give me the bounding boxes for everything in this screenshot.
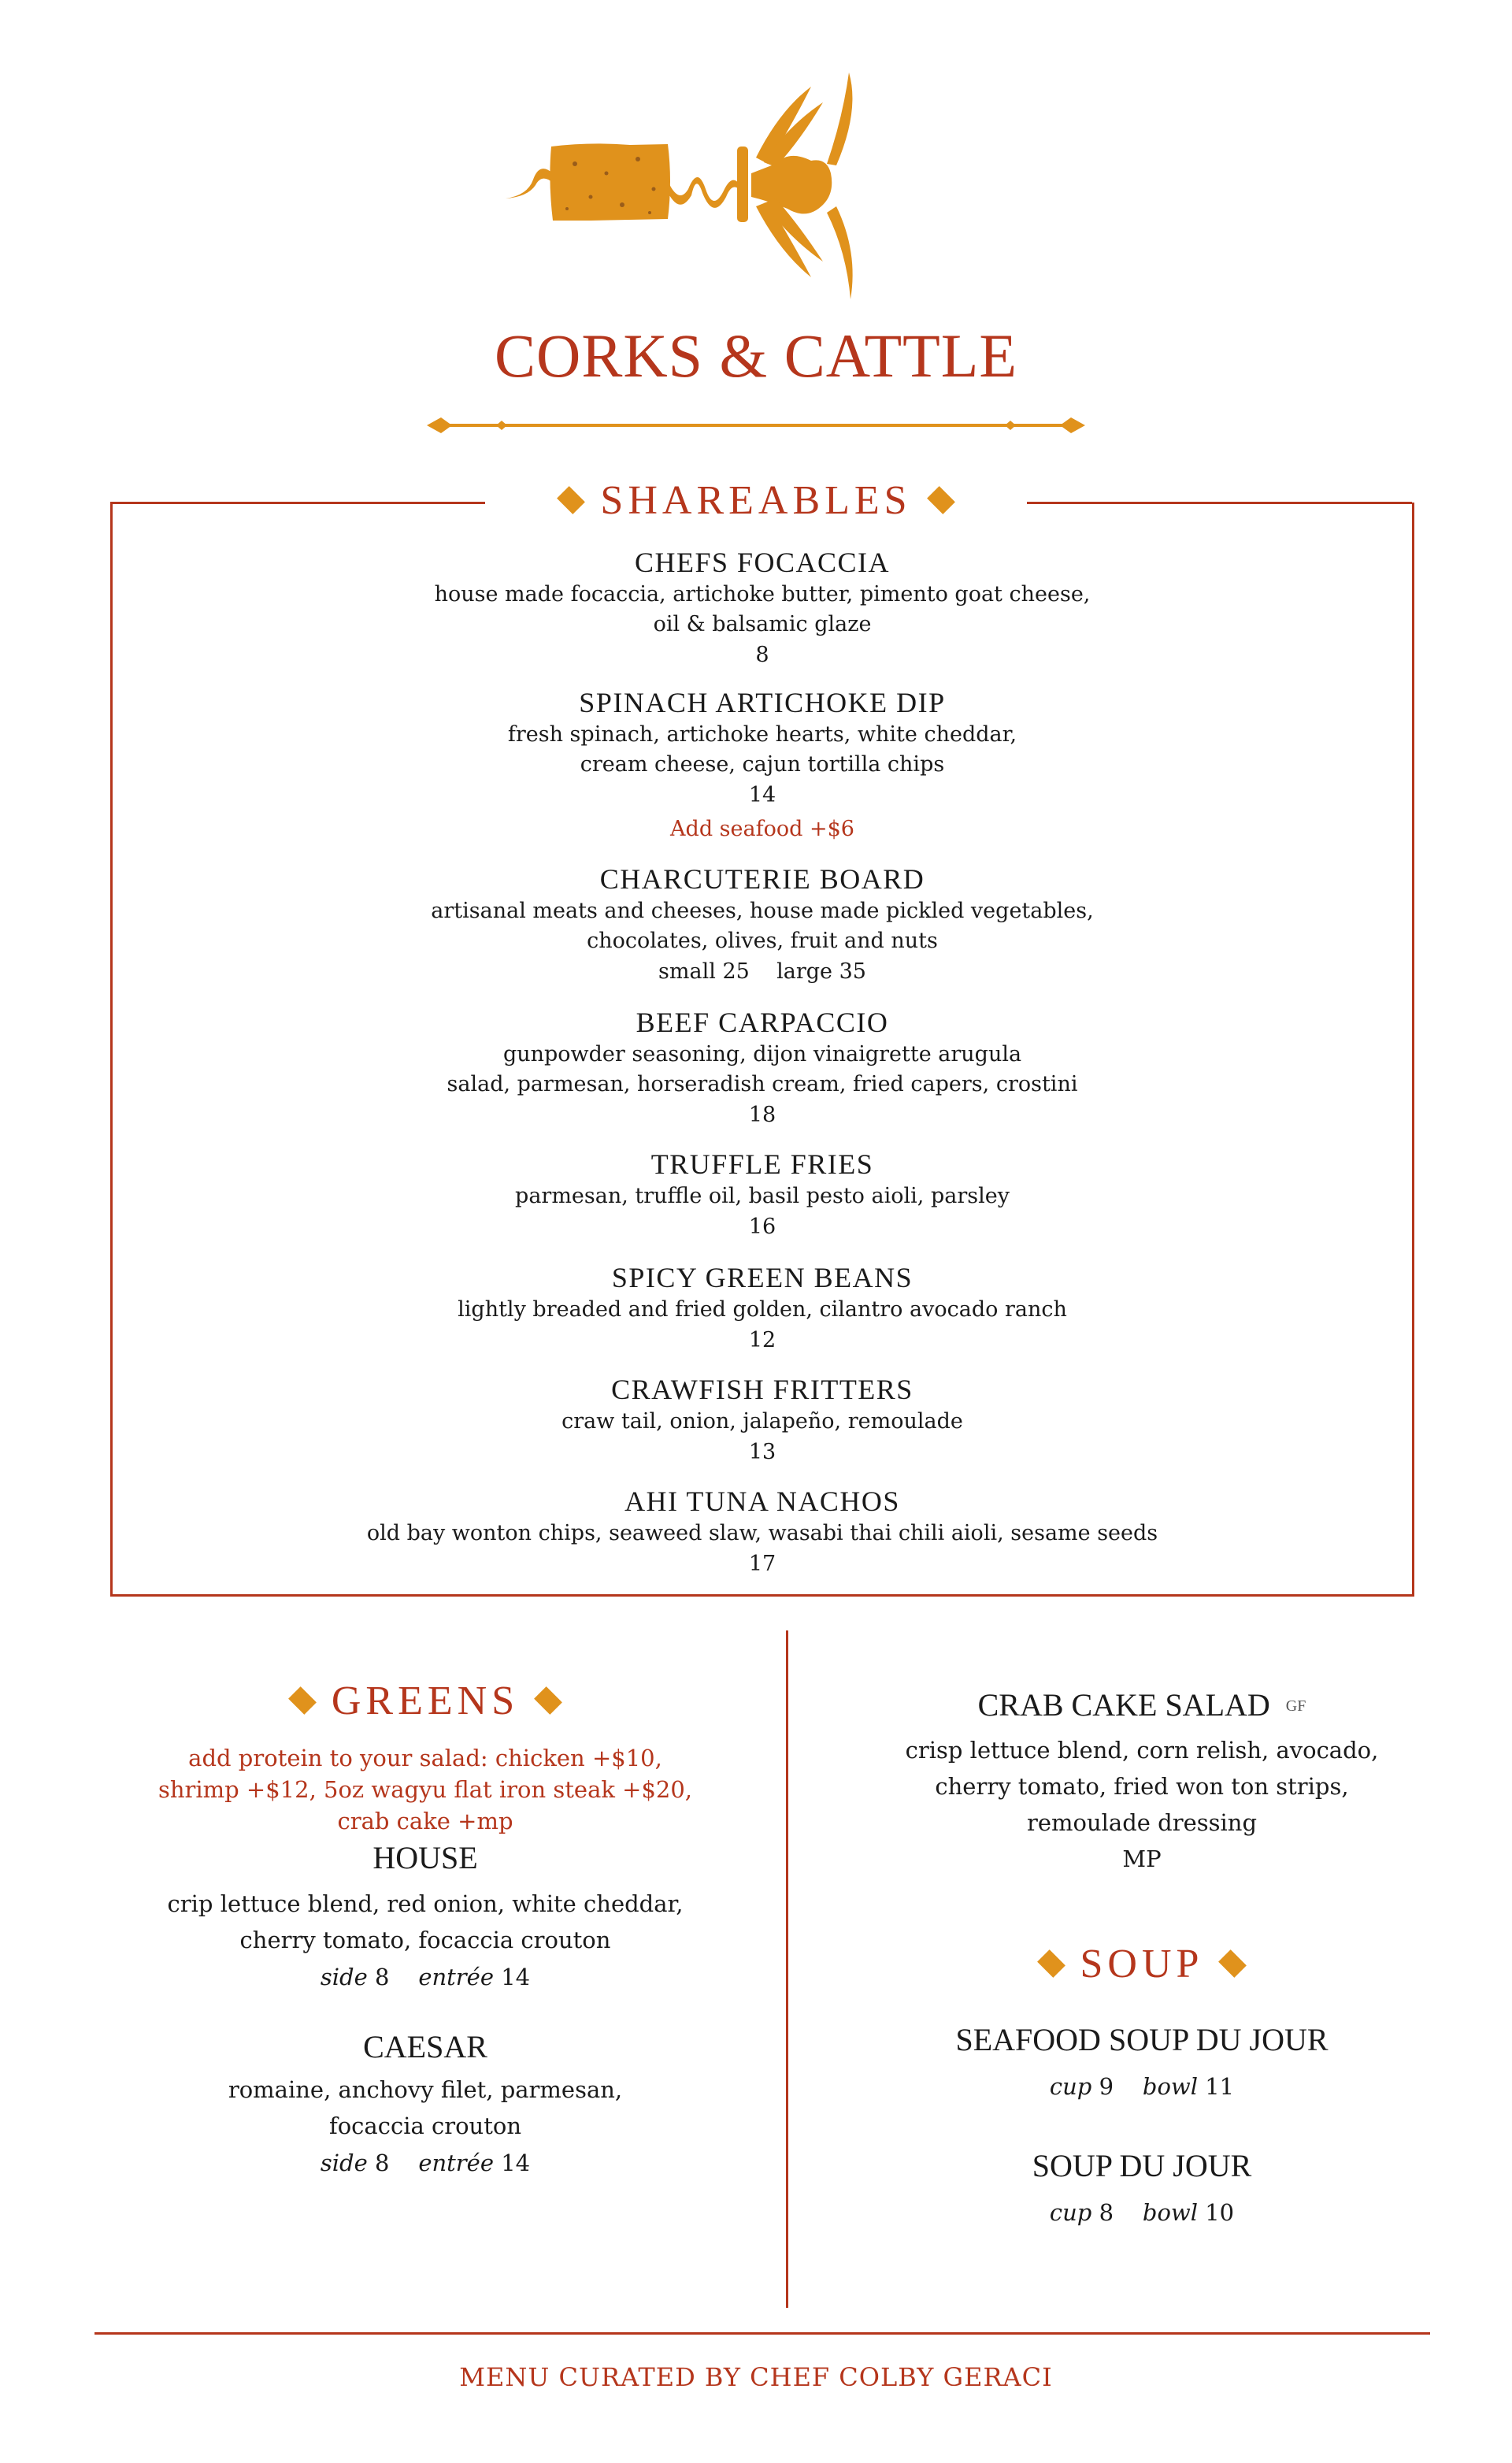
item-title: CRAB CAKE SALAD: [977, 1687, 1270, 1723]
item-desc: crisp lettuce blend, corn relish, avocado,: [905, 1737, 1379, 1764]
item-price: 16: [748, 1215, 776, 1239]
section-title: SOUP: [1080, 1942, 1204, 1986]
item-desc: romaine, anchovy filet, parmesan,: [228, 2076, 623, 2103]
item-name: SEAFOOD SOUP DU JOUR: [955, 2022, 1329, 2057]
item-desc: lightly breaded and fried golden, cilantro avocado ranch: [458, 1297, 1067, 1322]
item-desc: cherry tomato, focaccia crouton: [239, 1927, 611, 1953]
menu-item: [110, 685, 1414, 848]
price-label: entrée: [418, 1964, 494, 1990]
diamond-icon: [534, 1686, 562, 1715]
item-desc: remoulade dressing: [1026, 1809, 1258, 1836]
menu-item: [110, 545, 1414, 671]
item-desc: parmesan, truffle oil, basil pesto aioli, parsley: [515, 1184, 1010, 1208]
item-name: SOUP DU JOUR: [1032, 2148, 1252, 2183]
item-name: SPICY GREEN BEANS: [611, 1262, 914, 1293]
item-name: [788, 1686, 1496, 1726]
menu-item: [110, 1005, 1414, 1131]
right-column: [788, 1686, 1496, 1877]
item-desc: cherry tomato, fried won ton strips,: [935, 1773, 1349, 1800]
price-value: 14: [501, 1964, 531, 1990]
item-name: HOUSE: [372, 1840, 478, 1875]
greens-left-column: [71, 1742, 780, 2182]
price-value: 14: [501, 2150, 531, 2176]
footer-rule: [94, 2332, 1430, 2335]
ornamental-divider: [425, 414, 1087, 436]
price-label: cup: [1049, 2199, 1092, 2226]
item-price: small 25 large 35: [658, 959, 866, 984]
item-price: [71, 1958, 780, 1996]
price-label: entrée: [418, 2150, 494, 2176]
price-value: 10: [1205, 2199, 1235, 2226]
protein-note: add protein to your salad: chicken +$10,: [188, 1745, 662, 1771]
item-price: 14: [748, 783, 776, 807]
item-desc: fresh spinach, artichoke hearts, white cheddar,: [507, 722, 1017, 747]
item-name: AHI TUNA NACHOS: [624, 1486, 900, 1517]
item-desc: focaccia crouton: [328, 2112, 522, 2139]
restaurant-name: CORKS & CATTLE: [494, 321, 1018, 390]
item-desc: crip lettuce blend, red onion, white cheddar,: [167, 1890, 684, 1917]
item-price: 17: [748, 1552, 776, 1576]
section-title: SHAREABLES: [600, 478, 912, 523]
diamond-icon: [1037, 1949, 1065, 1978]
item-addon: Add seafood +$6: [670, 817, 854, 841]
price-value: 8: [374, 2150, 390, 2176]
price-value: 11: [1205, 2073, 1235, 2100]
item-price: 12: [748, 1328, 776, 1352]
item-name: CHARCUTERIE BOARD: [599, 863, 925, 895]
price-label: bowl: [1142, 2073, 1199, 2100]
soup-item: [788, 2146, 1496, 2231]
protein-note: crab cake +mp: [337, 1808, 513, 1834]
price-value: 8: [374, 1964, 390, 1990]
item-desc: house made focaccia, artichoke butter, pimento goat cheese,: [434, 582, 1091, 606]
menu-item: [110, 1484, 1414, 1580]
price-label: side: [320, 2150, 368, 2176]
item-desc: artisanal meats and cheeses, house made pickled vegetables,: [431, 899, 1094, 923]
item-desc: oil & balsamic glaze: [653, 612, 872, 636]
item-name: CHEFS FOCACCIA: [634, 547, 891, 578]
price-label: cup: [1049, 2073, 1092, 2100]
diamond-icon: [927, 486, 955, 514]
protein-note: shrimp +$12, 5oz wagyu flat iron steak +$20,: [158, 1776, 693, 1803]
item-name: CRAWFISH FRITTERS: [611, 1374, 914, 1405]
cork-corkscrew-bull-skull-logo: [496, 63, 1000, 307]
item-price: 13: [748, 1440, 776, 1464]
item-price: MP: [1122, 1845, 1162, 1872]
diamond-icon: [288, 1686, 317, 1715]
price-label: side: [320, 1964, 368, 1990]
soup-heading: [788, 1939, 1496, 1990]
item-price: 8: [755, 643, 769, 667]
menu-item: [110, 862, 1414, 988]
item-desc: chocolates, olives, fruit and nuts: [587, 929, 938, 953]
item-name: BEEF CARPACCIO: [636, 1007, 889, 1038]
item-desc: craw tail, onion, jalapeño, remoulade: [561, 1409, 963, 1434]
item-name: SPINACH ARTICHOKE DIP: [579, 687, 946, 718]
shareables-heading: [0, 476, 1512, 526]
greens-heading: [71, 1676, 780, 1727]
diamond-icon: [1219, 1949, 1247, 1978]
item-desc: salad, parmesan, horseradish cream, fried capers, crostini: [447, 1072, 1078, 1096]
item-desc: gunpowder seasoning, dijon vinaigrette arugula: [502, 1042, 1022, 1066]
item-name: TRUFFLE FRIES: [650, 1148, 874, 1180]
section-title: GREENS: [331, 1678, 520, 1723]
footer-credit: MENU CURATED BY CHEF COLBY GERACI: [459, 2362, 1053, 2392]
item-desc: cream cheese, cajun tortilla chips: [580, 752, 945, 777]
item-price: [788, 2194, 1496, 2231]
price-value: 8: [1099, 2199, 1114, 2226]
item-desc: old bay wonton chips, seaweed slaw, wasabi thai chili aioli, sesame seeds: [366, 1521, 1158, 1545]
price-label: bowl: [1142, 2199, 1199, 2226]
menu-item: [110, 1147, 1414, 1243]
price-value: 9: [1099, 2073, 1114, 2100]
item-price: [71, 2144, 780, 2182]
item-price: 18: [748, 1103, 776, 1127]
menu-item: [110, 1372, 1414, 1468]
soup-item: [788, 2020, 1496, 2105]
diamond-icon: [558, 486, 586, 514]
gluten-free-badge: GF: [1285, 1697, 1306, 1715]
menu-item: [110, 1260, 1414, 1356]
item-price: [788, 2068, 1496, 2105]
corkscrew-icon: [666, 177, 740, 208]
item-name: CAESAR: [363, 2029, 487, 2064]
